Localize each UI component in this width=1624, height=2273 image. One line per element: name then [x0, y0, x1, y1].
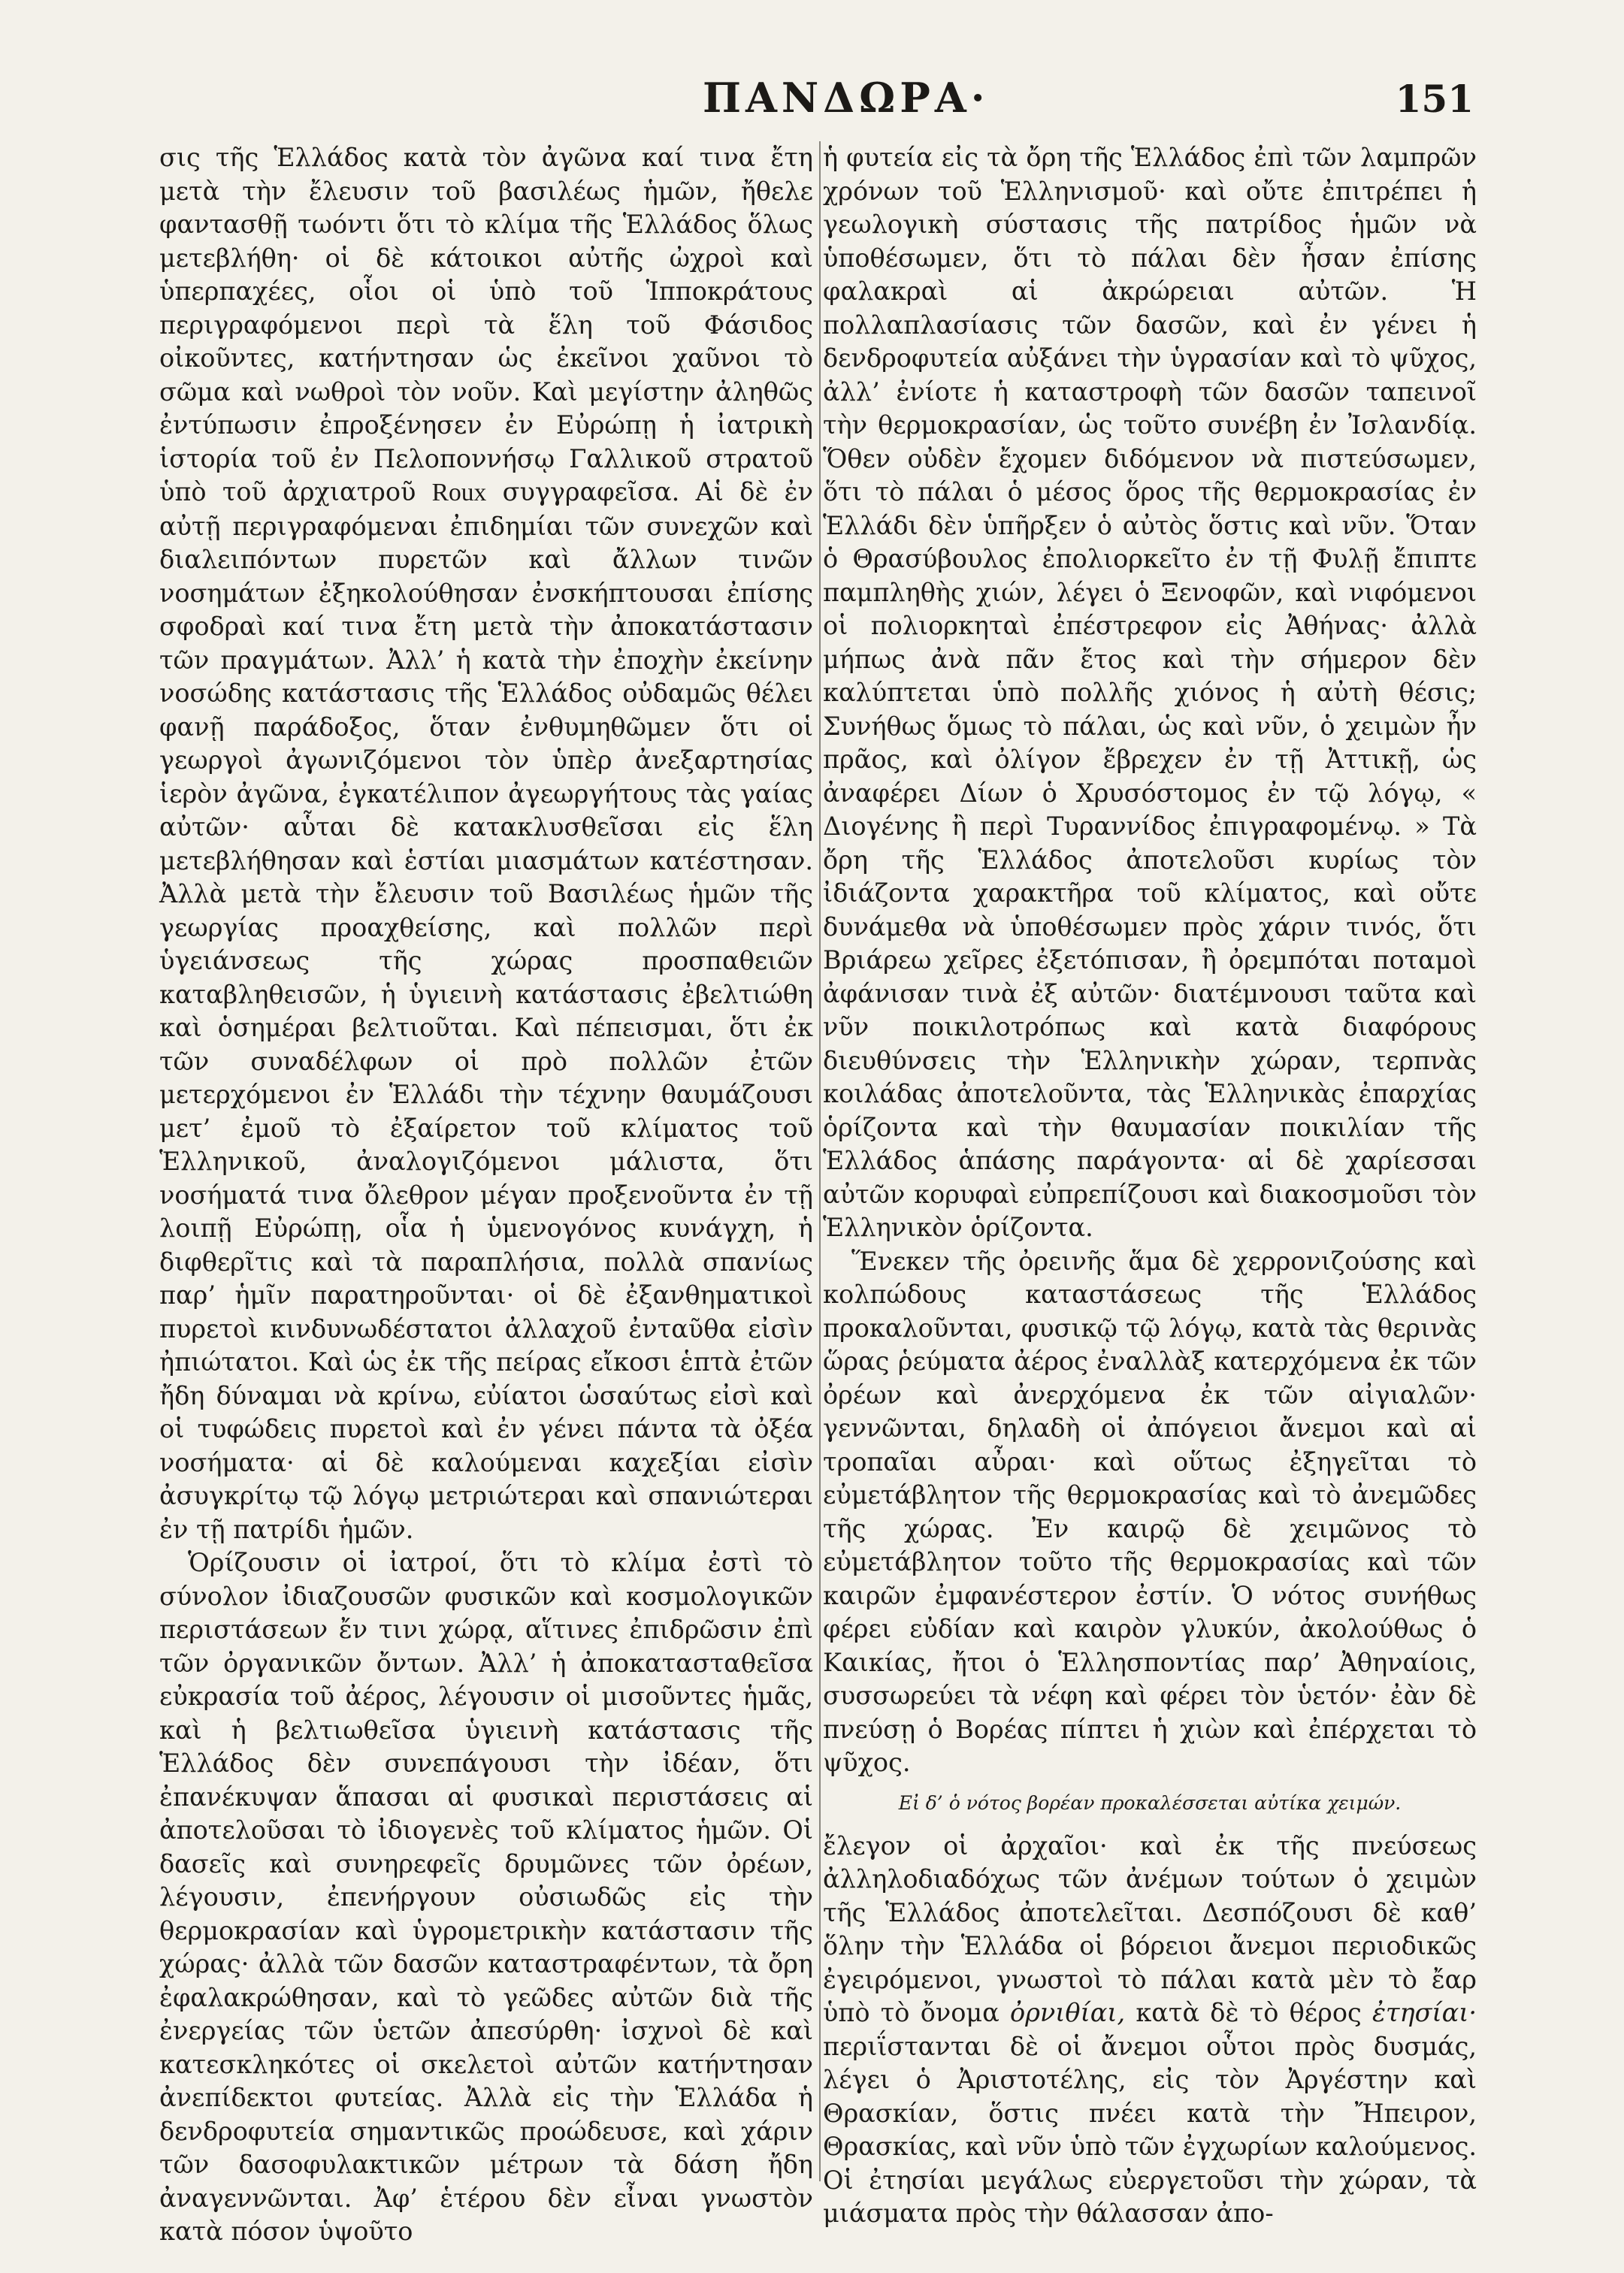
- right-paragraph-3-part-b: κατὰ δὲ τὸ θέρος: [1136, 1998, 1362, 2027]
- term-etesiai: ἐτησίαι·: [1372, 1998, 1477, 2027]
- journal-title: ΠΑΝΔΩΡΑ·: [703, 74, 990, 122]
- left-paragraph-1: [159, 141, 813, 1546]
- left-paragraph-1-text: σις τῆς Ἑλλάδος κατὰ τὸν ἀγῶνα καί τινα ἔτη μετὰ τὴν ἔλευσιν τοῦ βασιλέως ἡμῶν, ἤθελε φαντασθῇ τωόντι ὅτι τὸ κλίμα τῆς Ἑλλάδος ὅλως μετεβλήθη· οἱ δὲ κάτοικοι αὐτῆς ὠχροὶ καὶ ὑπερπαχέες, οἷοι οἱ ὑπὸ τοῦ Ἱπποκράτους περιγραφόμενοι περὶ τὰ ἕλη τοῦ Φάσιδος οἰκοῦντες, κατήντησαν ὡς ἐκεῖνοι χαῦνοι τὸ σῶμα καὶ νωθροὶ τὸν νοῦν. Καὶ μεγίστην ἀληθῶς ἐντύπωσιν ἐπροξένησεν ἐν Εὐρώπῃ ἡ ἰατρικὴ ἱστορία τοῦ ἐν Πελοποννήσῳ Γαλλικοῦ στρατοῦ ὑπὸ τοῦ ἀρχιατροῦ: [159, 143, 813, 506]
- term-ornithiai: ὀρνιθίαι,: [1010, 1998, 1126, 2027]
- right-paragraph-2: Ἕνεκεν τῆς ὀρεινῆς ἅμα δὲ χερρονιζούσης καὶ κολπώδους καταστάσεως τῆς Ἑλλάδος προκαλοῦνται, φυσικῷ τῷ λόγῳ, κατὰ τὰς θερινὰς ὥρας ῥεύματα ἀέρος ἐναλλὰξ κατερχόμενα ἐκ τῶν ὀρέων καὶ ἀνερχόμενα ἐκ τῶν αἰγιαλῶν· γεννῶνται, δηλαδὴ οἱ ἀπόγειοι ἄνεμοι καὶ αἱ τροπαῖαι αὖραι· καὶ οὕτως ἐξηγεῖται τὸ εὐμετάβλητον τῆς θερμοκρασίας καὶ τὸ ἀνεμῶδες τῆς χώρας. Ἐν καιρῷ δὲ χειμῶνος τὸ εὐμετάβλητον τοῦτο τῆς θερμοκρασίας καὶ τῶν καιρῶν ἐμφανέστερον ἐστίν. Ὁ νότος συνήθως φέρει εὐδίαν καὶ καιρὸν γλυκύν, ἀκολούθως ὁ Καικίας, ἤτοι ὁ Ἑλλησποντίας παρ’ Ἀθηναίοις, συσσωρεύει τὰ νέφη καὶ φέρει τὸν ὑετόν· ἐὰν δὲ πνεύσῃ ὁ Βορέας πίπτει ἡ χιὼν καὶ ἐπέρχεται τὸ ψῦχος.: [823, 1246, 1477, 1777]
- page-number: 151: [1395, 77, 1474, 121]
- page-header: [0, 66, 1624, 134]
- verse-quotation: Εἰ δ’ ὁ νότος βορέαν προκαλέσσεται αὐτίκα χειμών.: [898, 1791, 1402, 1814]
- column-divider: [819, 141, 821, 2181]
- right-paragraph-1: ἡ φυτεία εἰς τὰ ὄρη τῆς Ἑλλάδος ἐπὶ τῶν λαμπρῶν χρόνων τοῦ Ἑλληνισμοῦ· καὶ οὔτε ἐπιτρέπει ἡ γεωλογικὴ σύστασις τῆς πατρίδος ἡμῶν νὰ ὑποθέσωμεν, ὅτι τὸ πάλαι δὲν ἦσαν ἐπίσης φαλακραὶ αἱ ἀκρώρειαι αὐτῶν. Ἡ πολλαπλασίασις τῶν δασῶν, καὶ ἐν γένει ἡ δενδροφυτεία αὐξάνει τὴν ὑγρασίαν καὶ τὸ ψῦχος, ἀλλ’ ἐνίοτε ἡ καταστροφὴ τῶν δασῶν ταπεινοῖ τὴν θερμοκρασίαν, ὡς τοῦτο συνέβη ἐν Ἰσλανδίᾳ. Ὅθεν οὐδὲν ἔχομεν διδόμενον νὰ πιστεύσωμεν, ὅτι τὸ πάλαι ὁ μέσος ὅρος τῆς θερμοκρασίας ἐν Ἑλλάδι δὲν ὑπῆρξεν ὁ αὐτὸς ὅστις καὶ νῦν. Ὅταν ὁ Θρασύβουλος ἐπολιορκεῖτο ἐν τῇ Φυλῇ ἔπιπτε παμπληθὴς χιών, λέγει ὁ Ξενοφῶν, καὶ νιφόμενοι οἱ πολιορκηταὶ ἐπέστρεφον εἰς Ἀθήνας· ἀλλὰ μήπως ἀνὰ πᾶν ἔτος καὶ τὴν σήμερον δὲν καλύπτεται ὑπὸ πολλῆς χιόνος ἡ αὐτὴ θέσις; Συνήθως ὅμως τὸ πάλαι, ὡς καὶ νῦν, ὁ χειμὼν ἦν πρᾶος, καὶ ὀλίγον ἔβρεχεν ἐν τῇ Ἀττικῇ, ὡς ἀναφέρει Δίων ὁ Χρυσόστομος ἐν τῷ λόγῳ, « Διογένης ἢ περὶ Τυραννίδος ἐπιγραφομένῳ. » Τὰ ὄρη τῆς Ἑλλάδος ἀποτελοῦσι κυρίως τὸν ἰδιάζοντα χαρακτῆρα τοῦ κλίματος, καὶ οὔτε δυνάμεθα νὰ ὑποθέσωμεν πρὸς χάριν τινός, ὅτι Βριάρεω χεῖρες ἐξετόπισαν, ἢ ὀρεμπόται ποταμοὶ ἀφάνισαν τινὰ ἐξ αὐτῶν· διατέμνουσι ταῦτα καὶ νῦν ποικιλοτρόπως καὶ κατὰ διαφόρους διευθύνσεις τὴν Ἑλληνικὴν χώραν, τερπνὰς κοιλάδας ἀποτελοῦντα, τὰς Ἑλληνικὰς ἐπαρχίας ὁρίζοντα καὶ τὴν θαυμασίαν ποικιλίαν τῆς Ἑλλάδος ἁπάσης παράγοντα· αἱ δὲ χαρίεσσαι αὐτῶν κορυφαὶ εὐπρεπίζουσι καὶ διακοσμοῦσι τὸν Ἑλληνικὸν ὁρίζοντα.: [823, 143, 1477, 1242]
- left-column: [159, 141, 813, 2249]
- right-paragraph-3-part-a: ἔλεγον οἱ ἀρχαῖοι· καὶ ἐκ τῆς πνεύσεως ἀλληλοδιαδόχως τῶν ἀνέμων τούτων ὁ χειμὼν τῆς Ἑλλάδος ἀποτελεῖται. Δεσπόζουσι δὲ καθ’ ὅλην τὴν Ἑλλάδα οἱ βόρειοι ἄνεμοι περιοδικῶς ἐγειρόμενοι, γνωστοὶ τὸ πάλαι κατὰ μὲν τὸ ἔαρ ὑπὸ τὸ ὄνομα: [823, 1830, 1477, 2027]
- author-name-roux: Roux: [431, 479, 487, 506]
- left-paragraph-2: Ὁρίζουσιν οἱ ἰατροί, ὅτι τὸ κλίμα ἐστὶ τὸ σύνολον ἰδιαζουσῶν φυσικῶν καὶ κοσμολογικῶν περιστάσεων ἔν τινι χώρᾳ, αἵτινες ἐπιδρῶσιν ἐπὶ τῶν ὀργανικῶν ὄντων. Ἀλλ’ ἡ ἀποκατασταθεῖσα εὐκρασία τοῦ ἀέρος, λέγουσιν οἱ μισοῦντες ἡμᾶς, καὶ ἡ βελτιωθεῖσα ὑγιεινὴ κατάστασις τῆς Ἑλλάδος δὲν συνεπάγουσι τὴν ἰδέαν, ὅτι ἐπανέκυψαν ἅπασαι αἱ φυσικαὶ περιστάσεις αἱ ἀποτελοῦσαι τὸ ἰδιογενὲς τοῦ κλίματος ἡμῶν. Οἱ δασεῖς καὶ συνηρεφεῖς δρυμῶνες τῶν ὀρέων, λέγουσιν, ἐπενήργουν οὐσιωδῶς εἰς τὴν θερμοκρασίαν καὶ ὑγρομετρικὴν κατάστασιν τῆς χώρας· ἀλλὰ τῶν δασῶν καταστραφέντων, τὰ ὄρη ἐφαλακρώθησαν, καὶ τὸ γεῶδες αὐτῶν διὰ τῆς ἐνεργείας τῶν ὑετῶν ἀπεσύρθη· ἰσχνοὶ δὲ καὶ κατεσκληκότες οἱ σκελετοὶ αὐτῶν κατήντησαν ἀνεπίδεκτοι φυτείας. Ἀλλὰ εἰς τὴν Ἑλλάδα ἡ δενδροφυτεία σημαντικῶς προώδευσε, καὶ χάριν τῶν δασοφυλακτικῶν μέτρων τὰ δάση ἤδη ἀναγεννῶνται. Ἀφ’ ἑτέρου δὲν εἶναι γνωστὸν κατὰ πόσον ὑψοῦτο: [159, 1548, 813, 2246]
- left-paragraph-1-end: συγγραφεῖσα. Αἱ δὲ ἐν αὐτῇ περιγραφόμεναι ἐπιδημίαι τῶν συνεχῶν καὶ διαλειπόντων πυρετῶν καὶ ἄλλων τινῶν νοσημάτων ἐξηκολούθησαν ἐνσκήπτουσαι ἐπίσης σφοδραὶ καί τινα ἔτη μετὰ τὴν ἀποκατάστασιν τῶν πραγμάτων. Ἀλλ’ ἡ κατὰ τὴν ἐποχὴν ἐκείνην νοσώδης κατάστασις τῆς Ἑλλάδος οὐδαμῶς θέλει φανῇ παράδοξος, ὅταν ἐνθυμηθῶμεν ὅτι οἱ γεωργοὶ ἀγωνιζόμενοι τὸν ὑπὲρ ἀνεξαρτησίας ἱερὸν ἀγῶνα, ἐγκατέλιπον ἀγεωργήτους τὰς γαίας αὐτῶν· αὗται δὲ κατακλυσθεῖσαι εἰς ἕλη μετεβλήθησαν καὶ ἑστίαι μιασμάτων κατέστησαν. Ἀλλὰ μετὰ τὴν ἔλευσιν τοῦ Βασιλέως ἡμῶν τῆς γεωργίας προαχθείσης, καὶ πολλῶν περὶ ὑγειάνσεως τῆς χώρας προσπαθειῶν καταβληθεισῶν, ἡ ὑγιεινὴ κατάστασις ἐβελτιώθη καὶ ὁσημέραι βελτιοῦται. Καὶ πέπεισμαι, ὅτι ἐκ τῶν συναδέλφων οἱ πρὸ πολλῶν ἐτῶν μετερχόμενοι ἐν Ἑλλάδι τὴν τέχνην θαυμάζουσι μετ’ ἐμοῦ τὸ ἐξαίρετον τοῦ κλίματος τοῦ Ἑλληνικοῦ, ἀναλογιζόμενοι μάλιστα, ὅτι νοσήματά τινα ὄλεθρον μέγαν προξενοῦντα ἐν τῇ λοιπῇ Εὐρώπῃ, οἷα ἡ ὑμενογόνος κυνάγχη, ἡ διφθερῖτις καὶ τὰ παραπλήσια, πολλὰ σπανίως παρ’ ἡμῖν παρατηροῦνται· οἱ δὲ ἐξανθηματικοὶ πυρετοὶ κινδυνωδέστατοι ἀλλαχοῦ ἐνταῦθα εἰσὶν ἠπιώτατοι. Καὶ ὡς ἐκ τῆς πείρας εἴκοσι ἑπτὰ ἐτῶν ἤδη δύναμαι νὰ κρίνω, εὐίατοι ὡσαύτως εἰσὶ καὶ οἱ τυφώδεις πυρετοὶ καὶ ἐν γένει πάντα τὰ ὀξέα νοσήματα· αἱ δὲ καλούμεναι καχεξίαι εἰσὶν ἀσυγκρίτῳ τῷ λόγῳ μετριώτεραι καὶ σπανιώτεραι ἐν τῇ πατρίδι ἡμῶν.: [159, 477, 813, 1544]
- right-paragraph-3: [823, 1830, 1477, 2231]
- right-column: [823, 141, 1477, 2231]
- right-paragraph-3-part-c: περιΐστανται δὲ οἱ ἄνεμοι οὗτοι πρὸς δυσμάς, λέγει ὁ Ἀριστοτέλης, εἰς τὸν Ἀργέστην καὶ Θρασκίαν, ὅστις πνέει κατὰ τὴν Ἤπειρον, Θρασκίας, καὶ νῦν ὑπὸ τῶν ἐγχωρίων καλούμενος. Οἱ ἐτησίαι μεγάλως εὐεργετοῦσι τὴν χώραν, τὰ μιάσματα πρὸς τὴν θάλασσαν ἀπο-: [823, 2031, 1477, 2228]
